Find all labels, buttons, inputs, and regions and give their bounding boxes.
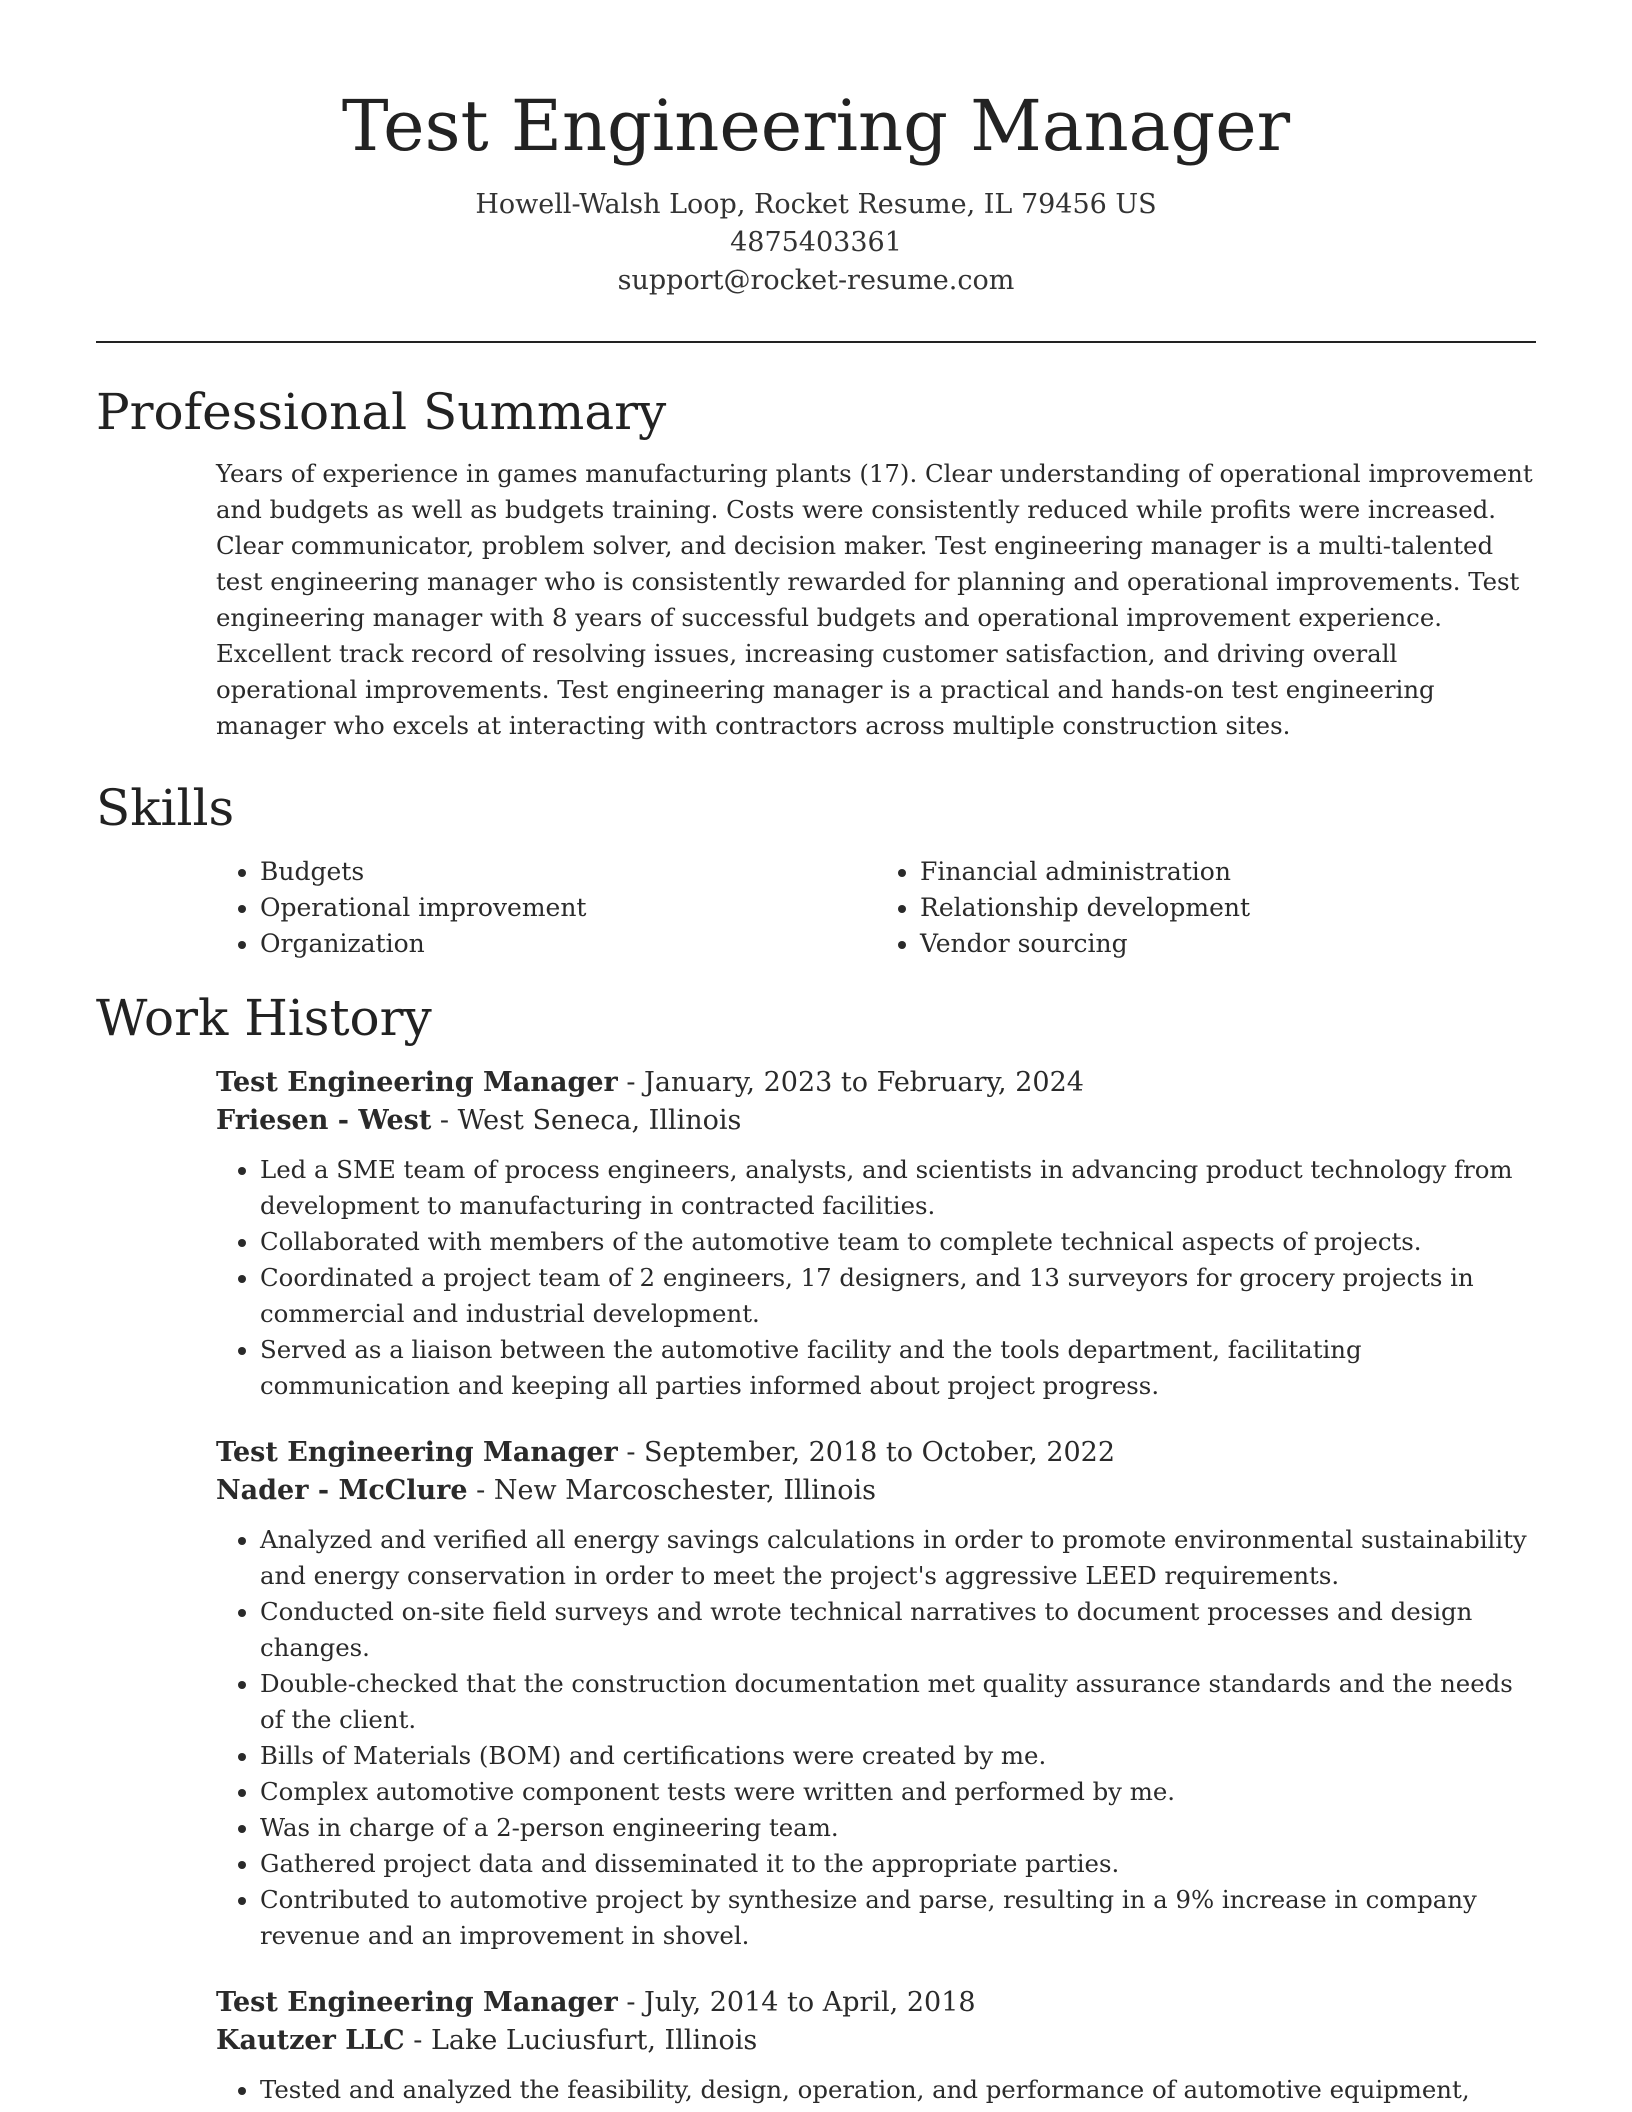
job-bullet: • Bills of Materials (BOM) and certifications were created by me. (260, 1738, 1536, 1774)
skill-item: • Relationship development (920, 890, 1536, 926)
job-title-line (216, 1984, 1536, 2022)
email-text: support@rocket-resume.com (617, 265, 1015, 296)
job-location: - Lake Luciusfurt, Illinois (404, 2025, 758, 2056)
skill-item: • Vendor sourcing (920, 926, 1536, 962)
job-dates: - January, 2023 to February, 2024 (617, 1067, 1084, 1098)
job-location: - New Marcoschester, Illinois (467, 1475, 877, 1506)
header-divider (96, 341, 1536, 343)
summary-heading: Professional Summary (96, 383, 667, 441)
job-bullet: • Tested and analyzed the feasibility, design, operation, and performance of automotive equipment, (260, 2072, 1536, 2108)
skills-section (96, 776, 1536, 962)
job-entry (216, 1064, 1536, 1404)
job-dates: - September, 2018 to October, 2022 (617, 1437, 1116, 1468)
skill-item: • Financial administration (920, 854, 1536, 890)
summary-paragraph: Years of experience in games manufacturing plants (17). Clear understanding of operational improvement and budgets as well as budgets training. Costs were consistently reduced while profits were increased. Clear communicator, problem solver, and decision maker. Test engineering manager is a multi-talented test engineering manager who is consistently rewarded for planning and operational improvements. Test engineering manager with 8 years of successful budgets and operational improvement experience. Excellent track record of resolving issues, increasing customer satisfaction, and driving overall operational improvements. Test engineering manager is a practical and hands-on test engineering manager who excels at interacting with contractors across multiple construction sites. (216, 459, 1533, 740)
work-history-heading: Work History (96, 989, 432, 1047)
job-bullet-list (216, 1522, 1536, 1954)
job-company: Friesen - West (216, 1105, 432, 1136)
job-company: Kautzer LLC (216, 2025, 405, 2056)
phone-text: 4875403361 (730, 227, 902, 258)
job-bullet: • Conducted on-site field surveys and wrote technical narratives to document processes and design changes. (260, 1594, 1536, 1666)
job-entry (216, 1984, 1536, 2108)
job-company-line (216, 1472, 1536, 1510)
skill-item: • Organization (260, 926, 876, 962)
job-entry (216, 1434, 1536, 1954)
work-history-section (96, 986, 1536, 2108)
job-bullet: • Double-checked that the construction documentation met quality assurance standards and the needs of the client. (260, 1666, 1536, 1738)
job-dates: - July, 2014 to April, 2018 (617, 1987, 976, 2018)
job-company: Nader - McClure (216, 1475, 468, 1506)
skills-heading: Skills (96, 779, 235, 837)
job-bullet: • Contributed to automotive project by synthesize and parse, resulting in a 9% increase in company revenue and an improvement in shovel. (260, 1882, 1536, 1954)
job-company-line (216, 1102, 1536, 1140)
job-role: Test Engineering Manager (216, 1987, 618, 2018)
skill-item: • Budgets (260, 854, 876, 890)
job-bullet: • Coordinated a project team of 2 engineers, 17 designers, and 13 surveyors for grocery projects in commercial and industrial development. (260, 1260, 1536, 1332)
contact-block (0, 186, 1632, 300)
job-bullet: • Led a SME team of process engineers, analysts, and scientists in advancing product technology from development to manufacturing in contracted facilities. (260, 1152, 1536, 1224)
skills-column-left (216, 854, 876, 962)
job-title-line (216, 1434, 1536, 1472)
job-bullet: • Collaborated with members of the automotive team to complete technical aspects of projects. (260, 1224, 1536, 1260)
job-location: - West Seneca, Illinois (431, 1105, 742, 1136)
summary-section (96, 380, 1536, 744)
job-bullet: • Analyzed and verified all energy savings calculations in order to promote environmental sustainability and energy conservation in order to meet the project's aggressive LEED requirements. (260, 1522, 1536, 1594)
skills-column-right (876, 854, 1536, 962)
job-bullet: • Was in charge of a 2-person engineering team. (260, 1810, 1536, 1846)
job-bullet: • Complex automotive component tests were written and performed by me. (260, 1774, 1536, 1810)
skills-grid (216, 854, 1536, 962)
job-bullet-list (216, 2072, 1536, 2108)
job-title-line (216, 1064, 1536, 1102)
job-bullet: • Served as a liaison between the automotive facility and the tools department, facilitating communication and keeping all parties informed about project progress. (260, 1332, 1536, 1404)
job-bullet: • Gathered project data and disseminated it to the appropriate parties. (260, 1846, 1536, 1882)
job-bullet-list (216, 1152, 1536, 1404)
job-role: Test Engineering Manager (216, 1067, 618, 1098)
candidate-name: Test Engineering Manager (341, 85, 1291, 167)
skill-item: • Operational improvement (260, 890, 876, 926)
resume-header (0, 0, 1632, 300)
address-text: Howell-Walsh Loop, Rocket Resume, IL 79456 US (475, 189, 1157, 220)
job-company-line (216, 2022, 1536, 2060)
job-role: Test Engineering Manager (216, 1437, 618, 1468)
